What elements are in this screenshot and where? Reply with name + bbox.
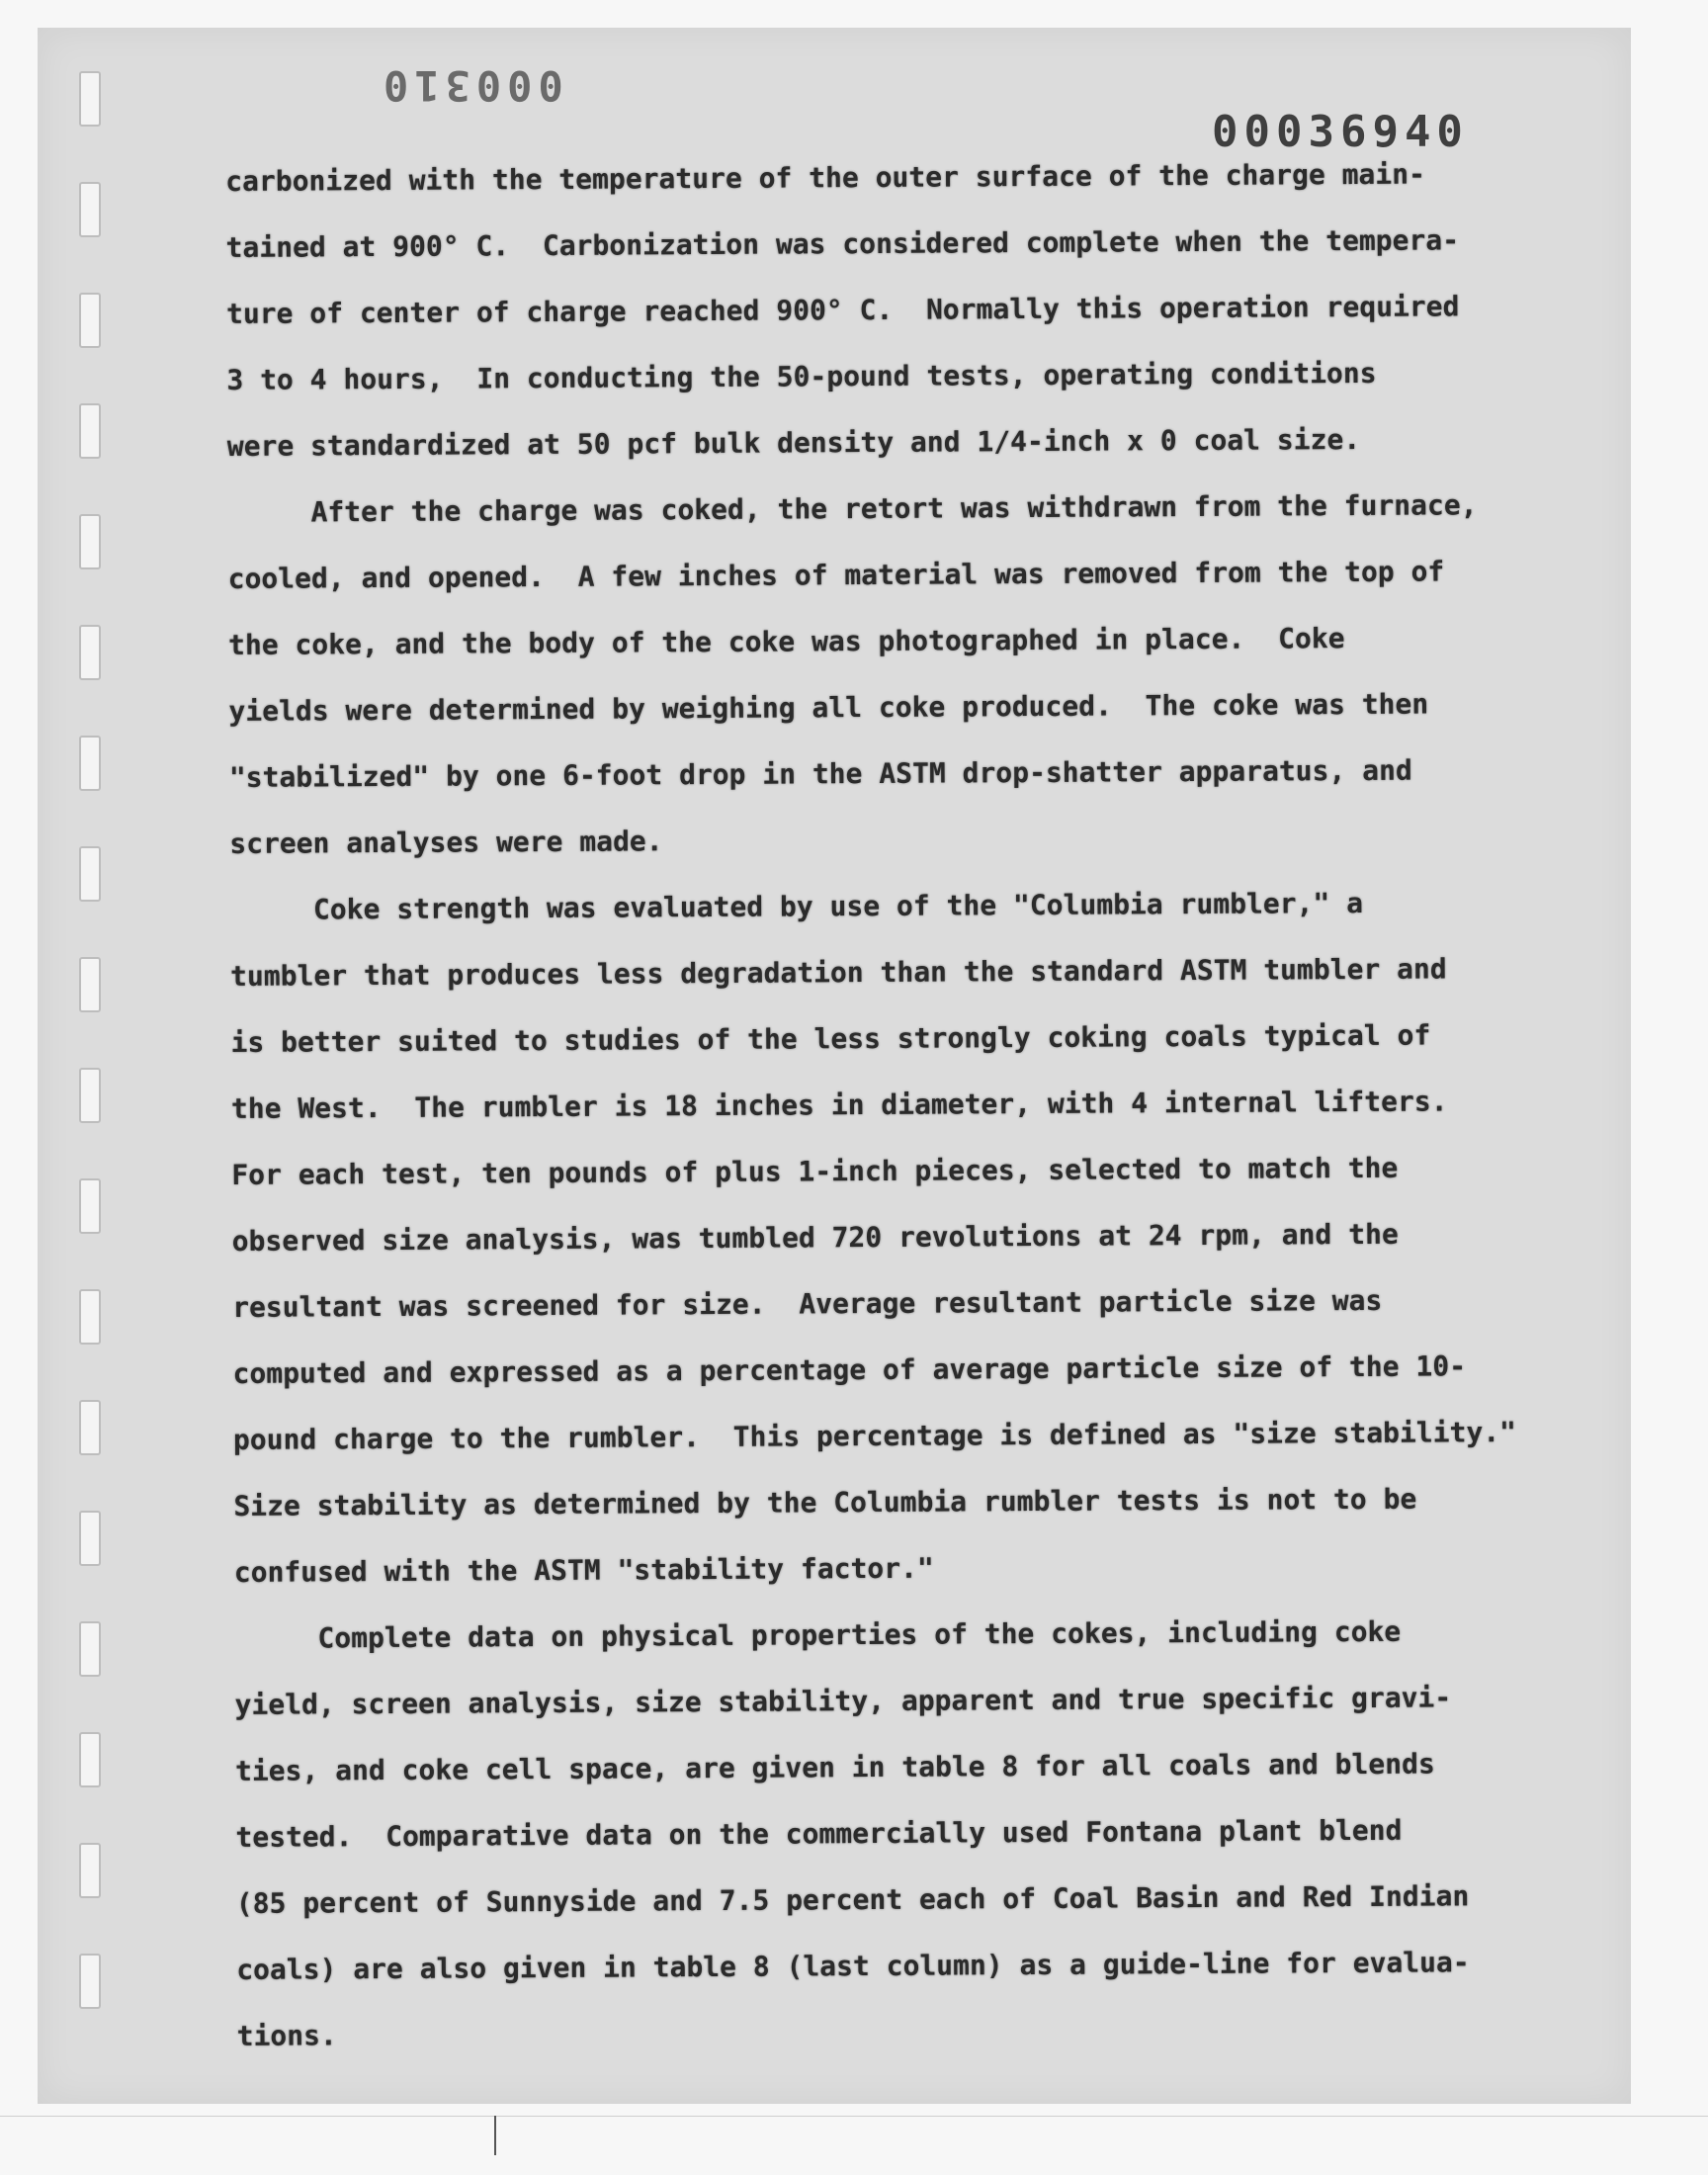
binder-hole: [79, 71, 101, 127]
text-line: computed and expressed as a percentage of average particle size of the 10-: [232, 1349, 1467, 1390]
binder-hole: [79, 1843, 101, 1898]
binder-hole: [79, 846, 101, 902]
binder-hole: [79, 403, 101, 459]
binder-hole: [79, 1178, 101, 1234]
binder-hole: [79, 293, 101, 348]
binder-hole: [79, 1621, 101, 1677]
binder-hole: [79, 1289, 101, 1345]
page-stamp-inverted: 000310: [378, 61, 563, 110]
binder-hole: [79, 1400, 101, 1455]
text-line: yield, screen analysis, size stability, apparent and true specific gravi-: [234, 1681, 1452, 1721]
text-line: ture of center of charge reached 900° C. Normally this operation required: [225, 290, 1460, 330]
text-line: coals) are also given in table 8 (last column) as a guide-line for evalua-: [236, 1946, 1470, 1986]
text-line: 3 to 4 hours, In conducting the 50-pound tests, operating conditions: [226, 356, 1377, 396]
text-line: the West. The rumbler is 18 inches in diameter, with 4 internal lifters.: [230, 1085, 1448, 1125]
binder-hole: [79, 1954, 101, 2009]
text-line: tested. Comparative data on the commercially used Fontana plant blend: [235, 1813, 1403, 1854]
text-line: After the charge was coked, the retort was withdrawn from the furnace,: [227, 488, 1478, 529]
text-line: tumbler that produces less degradation than the standard ASTM tumbler and: [230, 952, 1447, 993]
scan-edge-rule: [0, 2116, 1708, 2117]
text-line: carbonized with the temperature of the outer surface of the charge main-: [225, 157, 1426, 198]
binder-hole: [79, 625, 101, 680]
text-line: tained at 900° C. Carbonization was considered complete when the tempera-: [225, 223, 1460, 264]
text-line: yields were determined by weighing all coke produced. The coke was then: [228, 687, 1429, 728]
body-text: [225, 140, 1517, 2069]
binder-hole: [79, 957, 101, 1012]
text-line: the coke, and the body of the coke was photographed in place. Coke: [227, 622, 1345, 661]
text-line: tions.: [236, 2019, 337, 2052]
binder-hole: [79, 514, 101, 569]
text-line: pound charge to the rumbler. This percentage is defined as "size stability.": [232, 1416, 1517, 1456]
text-line: (85 percent of Sunnyside and 7.5 percent each of Coal Basin and Red Indian: [235, 1879, 1470, 1920]
binder-hole: [79, 1068, 101, 1123]
text-line: screen analyses were made.: [229, 825, 663, 860]
page-number-stamp: 00036940: [1212, 107, 1469, 157]
scan-edge-tick: [494, 2116, 496, 2155]
binder-hole: [79, 736, 101, 791]
binder-hole: [79, 182, 101, 237]
text-line: cooled, and opened. A few inches of material was removed from the top of: [227, 555, 1445, 595]
text-line: "stabilized" by one 6-foot drop in the ASTM drop-shatter apparatus, and: [228, 753, 1412, 794]
text-line: observed size analysis, was tumbled 720 revolutions at 24 rpm, and the: [231, 1217, 1399, 1258]
text-line: were standardized at 50 pcf bulk density and 1/4-inch x 0 coal size.: [226, 422, 1361, 463]
text-line: Coke strength was evaluated by use of the "Columbia rumbler," a: [229, 886, 1364, 926]
text-line: resultant was screened for size. Average resultant particle size was: [232, 1283, 1383, 1324]
text-line: Size stability as determined by the Columbia rumbler tests is not to be: [233, 1482, 1417, 1522]
text-line: is better suited to studies of the less strongly coking coals typical of: [230, 1018, 1431, 1059]
text-line: confused with the ASTM "stability factor.": [233, 1551, 934, 1589]
text-line: Complete data on physical properties of the cokes, including coke: [234, 1614, 1402, 1655]
binder-hole: [79, 1511, 101, 1566]
text-line: For each test, ten pounds of plus 1-inch pieces, selected to match the: [231, 1151, 1399, 1191]
text-line: ties, and coke cell space, are given in table 8 for all coals and blends: [234, 1747, 1435, 1787]
binder-holes: [79, 71, 125, 2078]
binder-hole: [79, 1732, 101, 1787]
